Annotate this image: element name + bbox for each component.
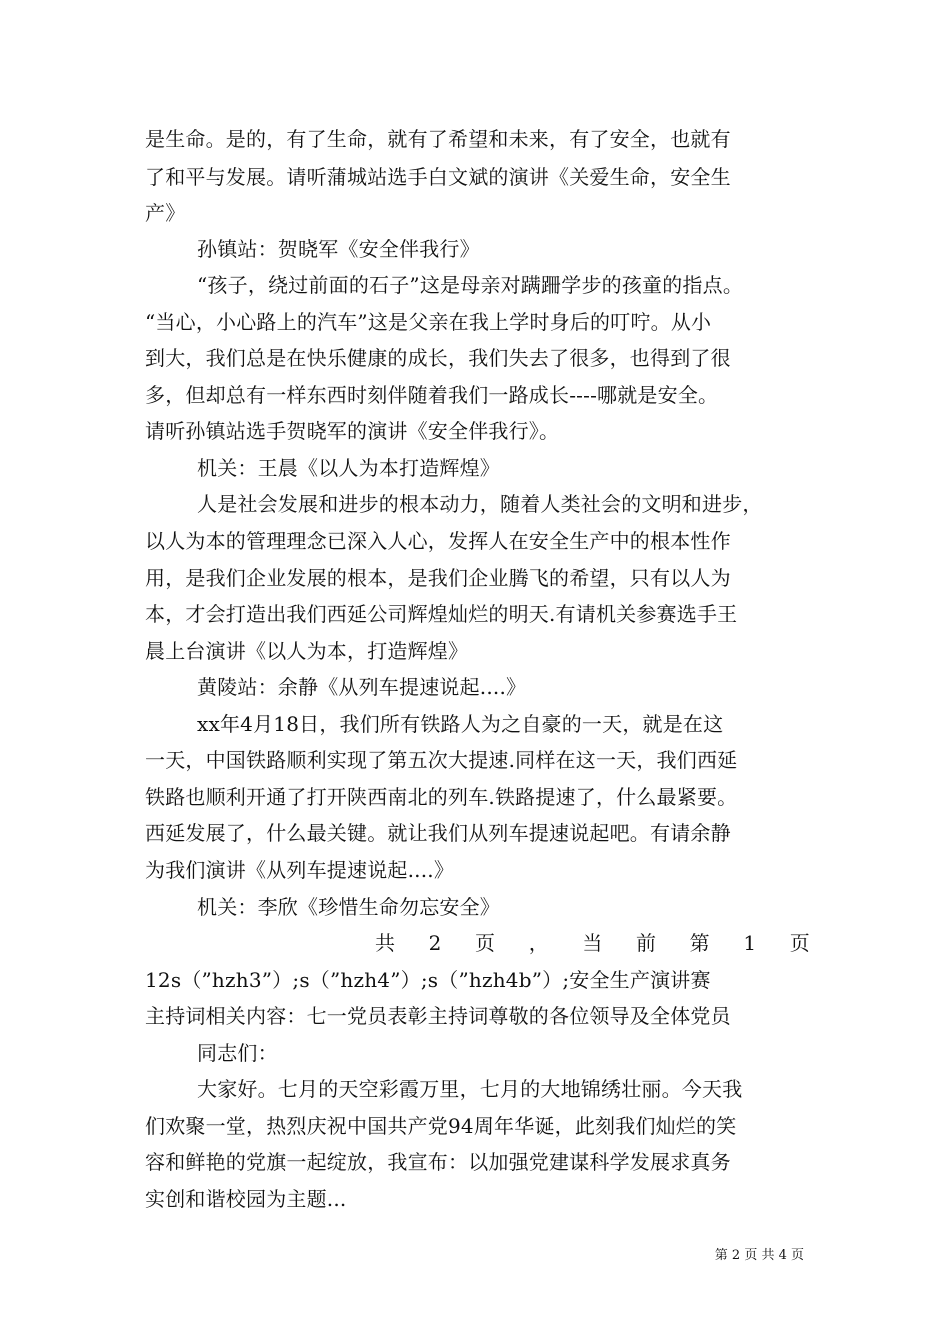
text-line: 是生命。是的，有了生命，就有了希望和未来，有了安全，也就有 [145, 127, 731, 151]
text-line: 西延发展了，什么最关键。就让我们从列车提速说起吧。有请余静 [145, 821, 731, 845]
page-footer: 第 2 页 共 4 页 [714, 1248, 804, 1263]
section-heading: 黄陵站：余静《从列车提速说起....》 [197, 675, 527, 699]
text-line: 产》 [145, 201, 186, 225]
salutation: 同志们： [197, 1041, 278, 1065]
text-line: 多，但却总有一样东西时刻伴随着我们一路成长----哪就是安全。 [145, 383, 719, 407]
text-line: 到大，我们总是在快乐健康的成长，我们失去了很多，也得到了很 [145, 346, 731, 370]
page-counter-char: 共 [375, 931, 396, 955]
text-line: 12s（”hzh3”）;s（”hzh4”）;s（”hzh4b”）;安全生产演讲赛 [145, 968, 711, 992]
page-counter-char: 页 [475, 931, 496, 955]
page-counter [375, 931, 810, 955]
section-heading: 孙镇站：贺晓军《安全伴我行》 [197, 237, 480, 261]
text-line: 晨上台演讲《以人为本，打造辉煌》 [145, 639, 469, 663]
text-line: 主持词相关内容：七一党员表彰主持词尊敬的各位领导及全体党员 [145, 1004, 731, 1028]
page-counter-char: 1 [743, 931, 757, 955]
text-line: 实创和谐校园为主题... [145, 1187, 347, 1211]
page-counter-char: ， [528, 931, 549, 955]
text-line: 一天，中国铁路顺利实现了第五次大提速.同样在这一天，我们西延 [145, 748, 738, 772]
text-line: 为我们演讲《从列车提速说起....》 [145, 858, 455, 882]
text-line: 人是社会发展和进步的根本动力，随着人类社会的文明和进步， [197, 492, 763, 516]
section-heading: 机关：李欣《珍惜生命勿忘安全》 [197, 895, 500, 919]
text-line: 请听孙镇站选手贺晓军的演讲《安全伴我行》。 [145, 419, 560, 443]
text-line: xx年4月18日，我们所有铁路人为之自豪的一天，就是在这 [197, 712, 724, 736]
page-counter-char: 2 [428, 931, 442, 955]
page-counter-char: 前 [636, 931, 657, 955]
section-heading: 机关：王晨《以人为本打造辉煌》 [197, 456, 500, 480]
text-line: 们欢聚一堂，热烈庆祝中国共产党94周年华诞，此刻我们灿烂的笑 [145, 1114, 737, 1138]
text-line: 容和鲜艳的党旗一起绽放，我宣布：以加强党建谋科学发展求真务 [145, 1150, 731, 1174]
text-line: 用，是我们企业发展的根本，是我们企业腾飞的希望，只有以人为 [145, 566, 731, 590]
page-counter-char: 第 [689, 931, 710, 955]
text-line: “当心，小心路上的汽车”这是父亲在我上学时身后的叮咛。从小 [145, 310, 712, 334]
text-line: 以人为本的管理理念已深入人心，发挥人在安全生产中的根本性作 [145, 529, 731, 553]
text-line: 了和平与发展。请听蒲城站选手白文斌的演讲《关爱生命，安全生 [145, 165, 731, 189]
text-line: 本，才会打造出我们西延公司辉煌灿烂的明天.有请机关参赛选手王 [145, 602, 738, 626]
page-counter-char: 当 [582, 931, 603, 955]
text-line: “孩子，绕过前面的石子”这是母亲对蹒跚学步的孩童的指点。 [197, 273, 744, 297]
page-counter-char: 页 [789, 931, 810, 955]
text-line: 大家好。七月的天空彩霞万里，七月的大地锦绣壮丽。今天我 [197, 1077, 743, 1101]
text-line: 铁路也顺利开通了打开陕西南北的列车.铁路提速了，什么最紧要。 [145, 785, 738, 809]
